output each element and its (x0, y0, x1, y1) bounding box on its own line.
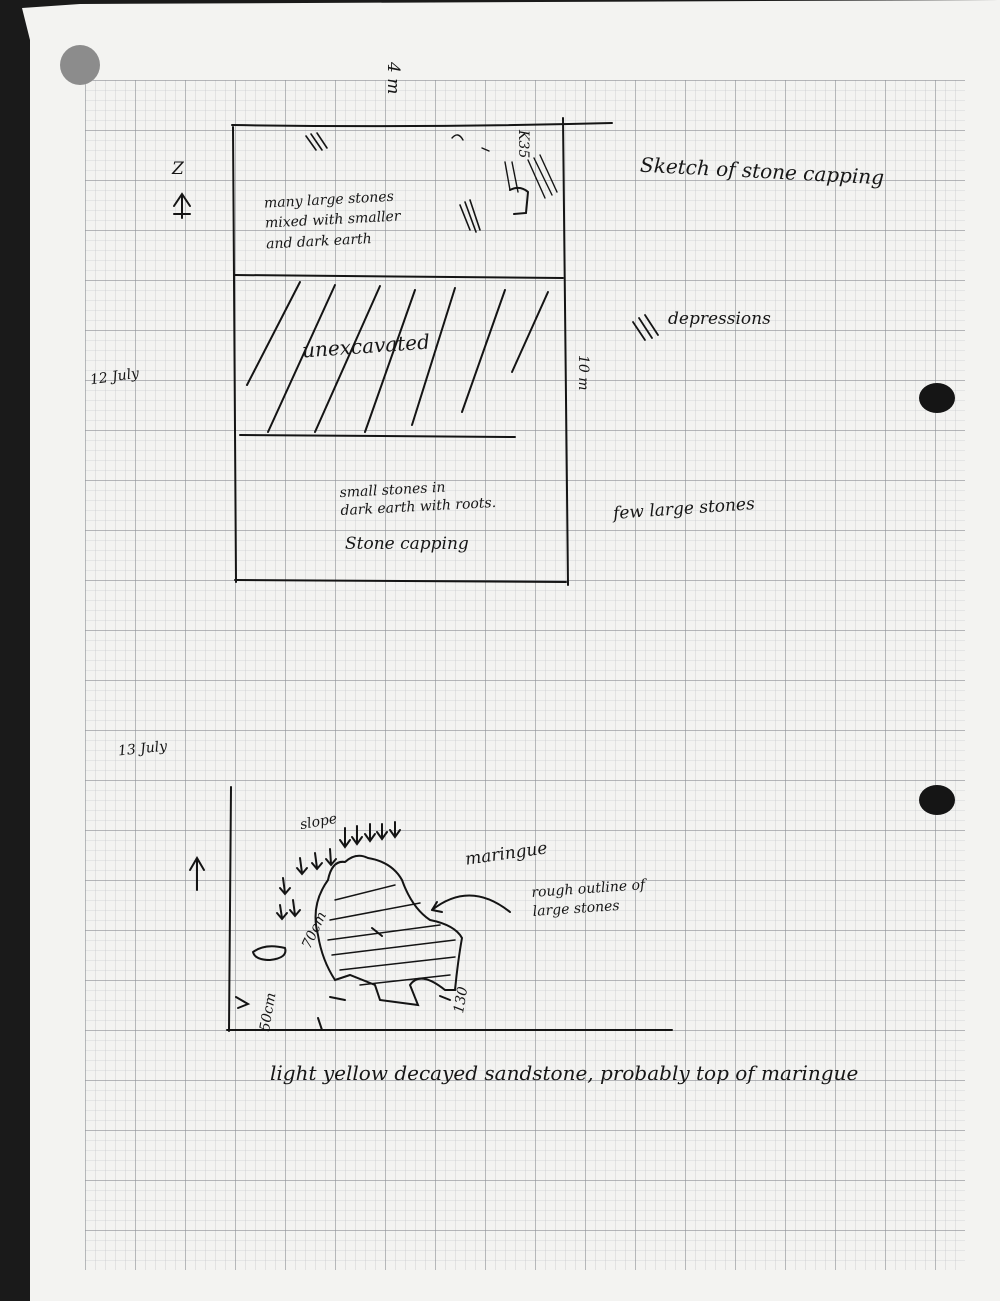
punch-hole-right-2 (919, 785, 955, 815)
top-area-text: many large stones mixed with smaller and dark earth (263, 188, 401, 253)
bottom-area-text: small stones in dark earth with roots. (339, 479, 497, 520)
50cm-label: 50cm (257, 991, 280, 1033)
punch-hole-right-1 (919, 383, 955, 413)
top-dimension-label: 4 m (383, 62, 403, 95)
maringue-label: maringue (463, 838, 549, 870)
130-label: 130 (451, 985, 472, 1015)
north-label: Z (172, 159, 184, 179)
side-scale-label: 10 m (575, 355, 591, 391)
slope-label: slope (298, 810, 339, 834)
punch-hole-top (60, 45, 100, 85)
legend-depressions: depressions (668, 309, 771, 329)
sketch-title: Sketch of stone capping (639, 152, 885, 190)
legend-few-stones: few large stones (612, 494, 756, 524)
bottom-caption: light yellow decayed sandstone, probably top of maringue (270, 1061, 859, 1085)
outline-label: rough outline of large stones (530, 877, 646, 920)
unexcavated-label: unexcavated (301, 329, 431, 363)
corner-label: K35 (515, 130, 531, 159)
70cm-label: 70cm (299, 909, 331, 952)
date-1: 12 July (89, 365, 141, 389)
date-2: 13 July (117, 738, 168, 760)
stone-capping-caption: Stone capping (345, 534, 469, 554)
grid (85, 80, 965, 1270)
